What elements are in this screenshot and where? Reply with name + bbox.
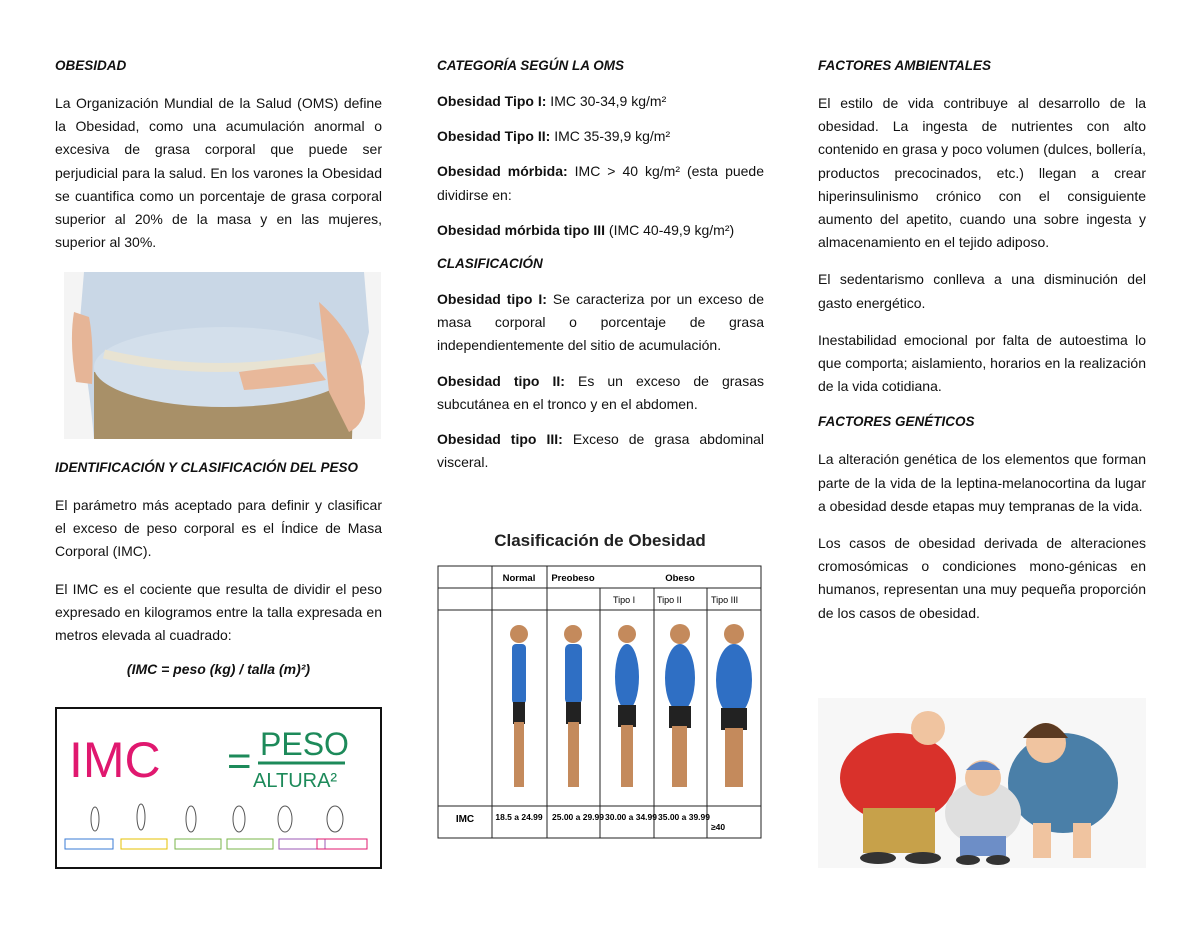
waist-measure-photo [64, 272, 381, 439]
subheader-tipo-3: Tipo III [711, 595, 739, 605]
value-tipo-2: 35.00 a 39.99 [658, 812, 710, 822]
family-cartoon-image [818, 698, 1146, 868]
column-3 [818, 56, 1146, 639]
paragraph-inestabilidad: Inestabilidad emocional por falta de autoestima lo que comporta; aislamiento, horarios en la realización de la vida cotidiana. [818, 331, 1146, 395]
clasificacion-item-2: Obesidad tipo II: Es un exceso de grasas subcutánea en el tronco y en el abdomen. [437, 372, 765, 412]
imc-equals: = [227, 737, 252, 784]
paragraph-parametro: El parámetro más aceptado para definir y clasificar el exceso de peso corporal es el Índice de Masa Corporal (IMC). [55, 497, 382, 560]
heading-obesidad: OBESIDAD [55, 58, 127, 73]
heading-categoria-oms: CATEGORÍA SEGÚN LA OMS [437, 58, 625, 73]
paragraph-oms-definition: La Organización Mundial de la Salud (OMS) define la Obesidad, como una acumulación anormal o excesiva de grasa corporal que puede ser perjudicial para la salud. En los varones la Obesidad se cuantifica como un porcentaje de grasa corporal superior al 20% de la masa y en las mujeres, superior al 30%. [55, 95, 382, 251]
imc-formula-image [55, 707, 382, 869]
paragraph-imc-cociente: El IMC es el cociente que resulta de dividir el peso expresado en kilogramos entre la talla expresada en metros elevada al cuadrado: [55, 580, 382, 644]
imc-formula: (IMC = peso (kg) / talla (m)²) [126, 661, 311, 678]
categoria-item-4: Obesidad mórbida tipo III (IMC 40-49,9 kg/m²) [437, 221, 735, 238]
heading-factores-geneticos: FACTORES GENÉTICOS [818, 414, 975, 430]
value-normal: 18.5 a 24.99 [495, 812, 543, 822]
row-label-imc: IMC [455, 814, 475, 825]
paragraph-casos-obesidad: Los casos de obesidad derivada de alteraciones cromosómicas o condiciones mono-génicas en humanos, representan una muy pequeña proporción de los casos de obesidad. [818, 535, 1146, 621]
header-normal: Normal [502, 573, 536, 584]
imc-altura: ALTURA² [253, 770, 338, 792]
obesity-classification-table [437, 522, 764, 842]
column-1 [55, 56, 382, 268]
subheader-tipo-1: Tipo I [613, 595, 636, 605]
imc-peso: PESO [260, 726, 349, 762]
heading-clasificacion: CLASIFICACIÓN [437, 256, 543, 272]
clasificacion-item-3: Obesidad tipo III: Exceso de grasa abdominal visceral. [437, 431, 764, 471]
value-tipo-3: ≥40 [711, 822, 726, 832]
categoria-item-3: Obesidad mórbida: IMC > 40 kg/m² (esta puede dividirse en: [437, 163, 764, 203]
column-1-lower [55, 458, 382, 677]
heading-factores-ambientales: FACTORES AMBIENTALES [818, 58, 992, 73]
value-preobeso: 25.00 a 29.99 [552, 812, 604, 822]
header-obeso: Obeso [665, 573, 695, 584]
categoria-item-2: Obesidad Tipo II: IMC 35-39,9 kg/m² [437, 128, 671, 145]
categoria-item-1: Obesidad Tipo I: IMC 30-34,9 kg/m² [437, 93, 667, 109]
header-preobeso: Preobeso [551, 573, 595, 584]
value-tipo-1: 30.00 a 34.99 [605, 812, 657, 822]
paragraph-sedentarismo: El sedentarismo conlleva a una disminución del gasto energético. [818, 271, 1146, 311]
paragraph-estilo-vida: El estilo de vida contribuye al desarrollo de la obesidad. La ingesta de nutrientes con alto contenido en grasa y poco volumen (dulces, bollería, productos precocinados, etc.) llegan a crear hiperinsulinismo crónico con el consiguiente aumento del apetito, cuando una sobre ingesta y almacenamiento en el tejido adiposo. [818, 95, 1146, 251]
paragraph-alteracion-genetica: La alteración genética de los elementos que forman parte de la vida de la leptina-melanocortina da lugar a obesidad desde etapas muy tempranas de la vida. [818, 451, 1146, 514]
column-2 [437, 56, 764, 486]
imc-label: IMC [69, 732, 161, 788]
table-title: Clasificación de Obesidad [494, 531, 706, 550]
clasificacion-item-1: Obesidad tipo I: Se caracteriza por un exceso de masa corporal o porcentaje de grasa independientemente del sitio de acumulación. [437, 291, 764, 354]
subheader-tipo-2: Tipo II [657, 595, 682, 605]
heading-identificacion: IDENTIFICACIÓN Y CLASIFICACIÓN DEL PESO [55, 460, 359, 475]
